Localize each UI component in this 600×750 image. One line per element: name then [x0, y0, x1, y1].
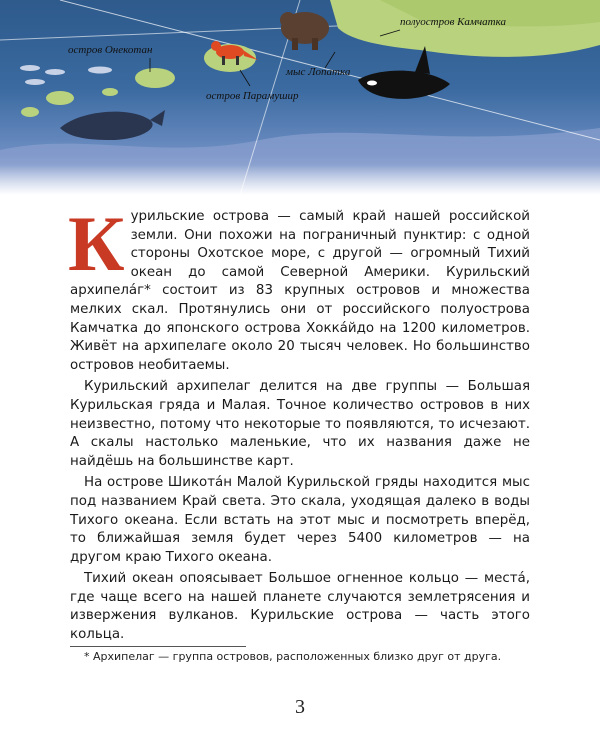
onekotan-island	[135, 68, 175, 88]
paragraph-2: Курильский архипелаг делится на две группы — Большая Курильская гряда и Малая. Точное количество островов в них неизвестно, потому что некоторые то появляются, то исчезают. А скалы настолько маленькие, что их названия даже не найдёшь на большинстве карт.	[70, 379, 530, 469]
paragraph-3: На острове Шикота́н Малой Курильской гряды находится мыс под названием Край света. Это скала, уходящая далеко в воды Тихого океана. Если встать на этот мыс и посмотреть вперёд, то ближайшая земля будет через 5400 километров — на другом краю Тихого океана.	[70, 475, 530, 565]
label-paramushir: остров Парамушир	[206, 90, 299, 102]
label-lopatka: мыс Лопатка	[286, 66, 351, 78]
illustrated-map	[0, 0, 600, 195]
label-kamchatka: полуостров Камчатка	[400, 16, 506, 28]
small-island	[21, 107, 39, 117]
page-number: 3	[295, 696, 305, 718]
small-island	[46, 91, 74, 105]
paragraph-1-text: урильские острова — самый край нашей российской земли. Они похожи на пограничный пунктир: с одной стороны Охотское море, с другой — огромный Тихий океан до самой Северной Америки. Курильский архипела́г* состоит из 83 крупных островов и множества мелких скал. Протянулись они от российского полуострова Камчатка до японского острова Хокка́йдо на 1200 километров. Живёт на архипелаге около 20 тысяч человек. Но большинство островов необитаемы.	[70, 209, 530, 373]
dropcap-letter: К	[68, 200, 125, 287]
label-onekotan: остров Онекотан	[68, 44, 153, 56]
article-body	[68, 200, 530, 648]
footnote-divider	[70, 646, 246, 647]
footnote: * Архипелаг — группа островов, расположенных близко друг от друга.	[84, 650, 502, 663]
small-island	[102, 88, 118, 96]
fade-band	[0, 165, 600, 195]
paragraph-4: Тихий океан опоясывает Большое огненное кольцо — места́, где чаще всего на нашей планете случаются землетрясения и извержения вулканов. Курильские острова — часть этого кольца.	[70, 571, 530, 643]
paragraph-1	[68, 200, 530, 375]
